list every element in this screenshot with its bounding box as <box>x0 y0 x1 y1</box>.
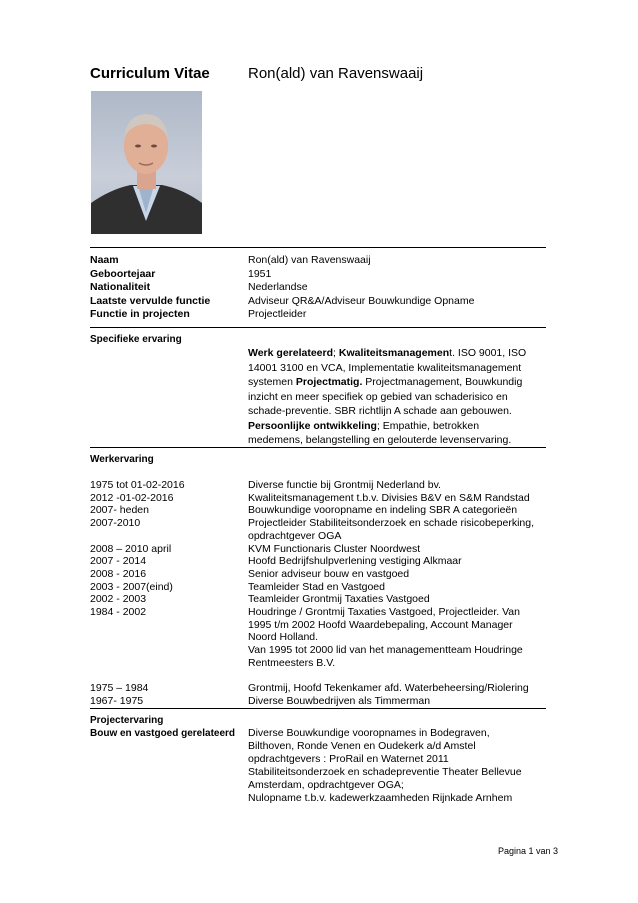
work-period: 2007- heden <box>90 504 149 517</box>
personal-label: Functie in projecten <box>90 308 190 320</box>
work-period: 1975 – 1984 <box>90 682 149 695</box>
work-period: 2007-2010 <box>90 517 141 530</box>
personal-row <box>90 308 550 321</box>
project-line: Stabiliteitsonderzoek en schadepreventie Theater Bellevue <box>248 766 522 778</box>
personal-value: 1951 <box>248 267 272 280</box>
project-line: Nulopname t.b.v. kadewerkzaamheden Rijnkade Arnhem <box>248 792 513 804</box>
personal-row <box>90 254 550 267</box>
text-segment: Kwaliteitsmanagemen <box>338 347 450 359</box>
personal-row <box>90 281 550 294</box>
work-period: 1967- 1975 <box>90 694 144 707</box>
personal-label: Geboortejaar <box>90 267 156 280</box>
text-line <box>248 346 548 361</box>
text-segment: medemens, belangstelling en gelouterde levenservaring. <box>248 434 512 446</box>
work-period: 2002 - 2003 <box>90 593 147 606</box>
divider <box>90 247 546 248</box>
project-line: opdrachtgevers : ProRail en Waternet 2011 <box>248 753 449 765</box>
work-description: Projectleider Stabiliteitsonderzoek en schade risicobeperking, <box>248 517 534 530</box>
text-segment: ; <box>333 347 339 359</box>
text-segment: systemen <box>248 376 296 388</box>
work-description: Teamleider Stad en Vastgoed <box>248 580 385 593</box>
text-line <box>248 404 548 419</box>
projecten-text <box>248 727 548 805</box>
text-segment: Projectmatig. <box>295 376 363 388</box>
personal-value: Nederlandse <box>248 281 308 293</box>
work-description: Rentmeesters B.V. <box>248 656 336 669</box>
work-description: KVM Functionaris Cluster Noordwest <box>248 542 421 555</box>
work-period: 1975 tot 01-02-2016 <box>90 479 185 491</box>
text-line <box>248 375 548 390</box>
portrait-photo <box>91 91 202 234</box>
personal-value: Ron(ald) van Ravenswaaij <box>248 254 371 266</box>
work-description: 1995 t/m 2002 Hoofd Waardebepaling, Account Manager <box>248 618 513 631</box>
specifieke-ervaring-text <box>248 346 548 448</box>
projecten-sublabel: Bouw en vastgoed gerelateerd <box>90 728 236 739</box>
work-period: 2008 – 2010 april <box>90 542 172 555</box>
work-description: Teamleider Grontmij Taxaties Vastgoed <box>248 593 430 606</box>
divider <box>90 447 546 448</box>
personal-row <box>90 268 550 281</box>
text-segment: 14001 3100 en VCA, Implementatie kwaliteitsmanagement <box>248 361 522 374</box>
personal-value: Adviseur QR&A/Adviseur Bouwkundige Opname <box>248 294 475 307</box>
divider <box>90 708 546 709</box>
work-period: 2007 - 2014 <box>90 555 147 568</box>
section-heading-projecten: Projectervaring <box>90 715 164 726</box>
personal-value: Projectleider <box>248 308 307 320</box>
personal-label: Naam <box>90 254 119 266</box>
work-period: 2008 - 2016 <box>90 567 147 580</box>
page-number: Pagina 1 van 3 <box>497 846 558 856</box>
text-line <box>248 419 548 434</box>
project-line: Bilthoven, Ronde Venen en Oudekerk a/d Amstel <box>248 740 476 752</box>
work-description: Senior adviseur bouw en vastgoed <box>248 567 410 580</box>
work-period: 2003 - 2007(eind) <box>90 580 173 593</box>
header-name: Ron(ald) van Ravenswaaij <box>248 65 424 82</box>
project-line: Amsterdam, opdrachtgever OGA; <box>248 779 404 791</box>
personal-label: Laatste vervulde functie <box>90 294 211 307</box>
work-description: Van 1995 tot 2000 lid van het managementteam Houdringe <box>248 644 523 657</box>
text-segment: Projectmanagement, Bouwkundig <box>362 376 523 388</box>
document-title: Curriculum Vitae <box>90 65 210 82</box>
personal-label: Nationaliteit <box>90 281 151 293</box>
work-description: Houdringe / Grontmij Taxaties Vastgoed, Projectleider. Van <box>248 606 520 618</box>
text-line <box>248 433 548 448</box>
work-description: Hoofd Bedrijfshulpverlening vestiging Alkmaar <box>248 555 462 568</box>
work-period: 2012 -01-02-2016 <box>90 491 174 504</box>
text-line <box>248 361 548 376</box>
work-description: Diverse Bouwbedrijven als Timmerman <box>248 694 431 707</box>
work-description: Grontmij, Hoofd Tekenkamer afd. Waterbeheersing/Riolering <box>248 682 529 695</box>
text-segment: t. ISO 9001, ISO <box>449 347 527 359</box>
personal-row <box>90 295 550 308</box>
work-description: Diverse functie bij Grontmij Nederland bv. <box>248 479 441 491</box>
text-segment: schade-preventie. SBR richtlijn A schade aan gebouwen. <box>248 405 512 417</box>
text-segment: Persoonlijke ontwikkeling <box>248 419 377 432</box>
work-description: Bouwkundige vooropname en indeling SBR A categorieën <box>248 504 518 517</box>
section-heading-werkervaring: Werkervaring <box>90 454 154 465</box>
text-segment: Werk gerelateerd <box>248 347 334 359</box>
text-line <box>248 390 548 405</box>
work-description: opdrachtgever OGA <box>248 529 342 542</box>
work-description: Kwaliteitsmanagement t.b.v. Divisies B&V en S&M Randstad <box>248 491 530 504</box>
work-period: 1984 - 2002 <box>90 606 147 618</box>
text-segment: inzicht en meer specifiek op gebied van schaderisico en <box>248 390 508 403</box>
text-segment: ; Empathie, betrokken <box>376 419 480 432</box>
work-description: Noord Holland. <box>248 631 319 644</box>
divider <box>90 327 546 328</box>
section-heading-specifieke: Specifieke ervaring <box>90 334 182 345</box>
project-line: Diverse Bouwkundige vooropnames in Bodegraven, <box>248 727 490 739</box>
